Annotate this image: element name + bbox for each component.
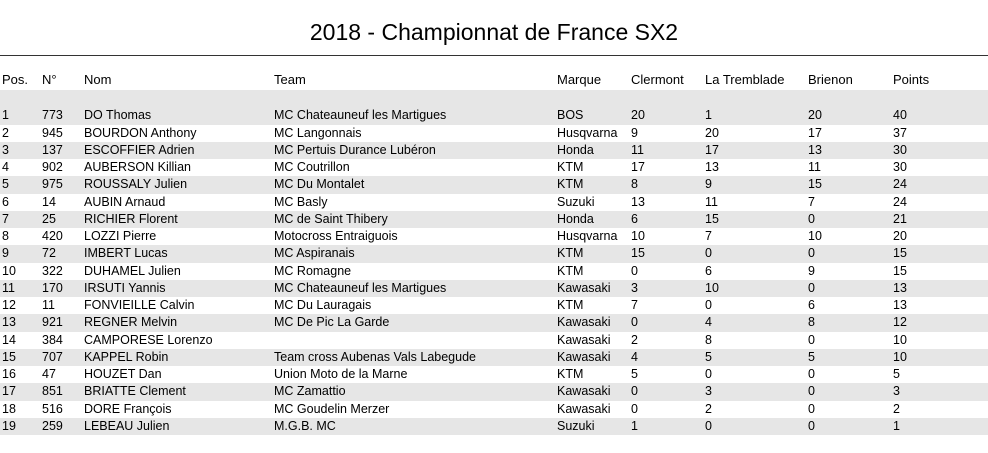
cell-name: ROUSSALY Julien — [84, 177, 188, 192]
cell-name: LOZZI Pierre — [84, 229, 157, 243]
cell-brand: Suzuki — [557, 418, 595, 433]
cell-clermont: 13 — [631, 194, 645, 209]
cell-brienon: 6 — [808, 298, 815, 312]
cell-number: 322 — [42, 263, 63, 278]
cell-clermont: 2 — [631, 332, 638, 347]
cell-name: HOUZET Dan — [84, 367, 162, 381]
cell-points: 15 — [893, 263, 907, 278]
cell-brienon: 9 — [808, 263, 815, 278]
cell-points: 24 — [893, 194, 907, 209]
cell-brienon: 0 — [808, 280, 815, 295]
cell-points: 20 — [893, 229, 907, 243]
cell-team: MC Basly — [274, 194, 328, 209]
page-title: 2018 - Championnat de France SX2 — [309, 19, 679, 45]
table-row — [0, 401, 988, 418]
cell-brand: Husqvarna — [557, 229, 618, 243]
cell-name: FONVIEILLE Calvin — [84, 298, 195, 312]
table-row — [0, 228, 988, 245]
cell-clermont: 0 — [631, 401, 638, 416]
cell-number: 773 — [42, 108, 63, 123]
table-row — [0, 349, 988, 366]
cell-number: 47 — [42, 367, 56, 381]
cell-points: 37 — [893, 125, 907, 140]
cell-team: MC Chateauneuf les Martigues — [274, 280, 447, 295]
cell-brand: Honda — [557, 142, 594, 157]
cell-brienon: 0 — [808, 418, 815, 433]
cell-brand: KTM — [557, 367, 584, 381]
cell-name: LEBEAU Julien — [84, 418, 170, 433]
cell-team: MC Romagne — [274, 263, 352, 278]
cell-pos: 6 — [2, 194, 9, 209]
cell-name: DO Thomas — [84, 108, 152, 123]
cell-brienon: 13 — [808, 142, 822, 157]
header-la-tremblade: La Tremblade — [705, 72, 785, 87]
cell-brienon: 8 — [808, 315, 815, 330]
cell-la-tremblade: 0 — [705, 418, 712, 433]
cell-name: DORE François — [84, 401, 172, 416]
cell-brand: Kawasaki — [557, 280, 611, 295]
cell-number: 420 — [42, 229, 63, 243]
header-pos: Pos. — [2, 72, 29, 87]
cell-team: MC Chateauneuf les Martigues — [274, 108, 447, 123]
cell-pos: 5 — [2, 177, 9, 192]
cell-team: MC Aspiranais — [274, 246, 355, 261]
cell-la-tremblade: 9 — [705, 177, 712, 192]
cell-la-tremblade: 10 — [705, 280, 719, 295]
cell-number: 14 — [42, 194, 56, 209]
cell-la-tremblade: 7 — [705, 229, 712, 243]
cell-brienon: 0 — [808, 332, 815, 347]
cell-brand: Honda — [557, 211, 594, 226]
cell-brienon: 17 — [808, 125, 822, 140]
cell-number: 851 — [42, 384, 63, 399]
cell-name: CAMPORESE Lorenzo — [84, 332, 213, 347]
cell-brienon: 10 — [808, 229, 822, 243]
cell-brienon: 11 — [808, 160, 821, 174]
cell-team: Motocross Entraiguois — [274, 229, 398, 243]
cell-pos: 11 — [2, 280, 15, 295]
cell-la-tremblade: 0 — [705, 246, 712, 261]
table-row — [0, 176, 988, 193]
cell-la-tremblade: 2 — [705, 401, 712, 416]
cell-number: 11 — [42, 298, 55, 312]
cell-team: MC Goudelin Merzer — [274, 401, 390, 416]
table-row — [0, 159, 988, 176]
cell-clermont: 9 — [631, 125, 638, 140]
cell-la-tremblade: 11 — [705, 194, 718, 209]
header-brand: Marque — [557, 72, 602, 87]
cell-name: AUBERSON Killian — [84, 160, 191, 174]
cell-clermont: 5 — [631, 367, 638, 381]
cell-name: DUHAMEL Julien — [84, 263, 181, 278]
table-row — [0, 194, 988, 211]
cell-la-tremblade: 4 — [705, 315, 712, 330]
table-row — [0, 383, 988, 400]
table-row — [0, 125, 988, 142]
table-row — [0, 245, 988, 262]
cell-number: 170 — [42, 280, 63, 295]
cell-la-tremblade: 15 — [705, 211, 719, 226]
cell-name: REGNER Melvin — [84, 315, 178, 330]
cell-pos: 15 — [2, 349, 16, 364]
cell-points: 5 — [893, 367, 900, 381]
cell-la-tremblade: 5 — [705, 349, 712, 364]
cell-brand: KTM — [557, 177, 584, 192]
cell-team: MC De Pic La Garde — [274, 315, 390, 330]
cell-team: MC Coutrillon — [274, 160, 350, 174]
cell-brienon: 0 — [808, 367, 815, 381]
cell-number: 945 — [42, 125, 63, 140]
cell-pos: 12 — [2, 298, 16, 312]
header-name: Nom — [84, 72, 112, 87]
cell-brienon: 0 — [808, 401, 815, 416]
header-team: Team — [274, 72, 306, 87]
cell-la-tremblade: 1 — [705, 108, 712, 123]
table-row — [0, 142, 988, 159]
cell-team: MC Du Montalet — [274, 177, 365, 192]
cell-la-tremblade: 20 — [705, 125, 719, 140]
cell-brienon: 0 — [808, 384, 815, 399]
cell-brand: Kawasaki — [557, 401, 611, 416]
cell-pos: 18 — [2, 401, 16, 416]
cell-brienon: 0 — [808, 246, 815, 261]
cell-brand: Kawasaki — [557, 384, 611, 399]
cell-pos: 8 — [2, 229, 9, 243]
table-row — [0, 332, 988, 349]
cell-points: 40 — [893, 108, 907, 123]
cell-name: ESCOFFIER Adrien — [84, 142, 195, 157]
cell-brand: Suzuki — [557, 194, 595, 209]
cell-pos: 4 — [2, 160, 9, 174]
cell-pos: 2 — [2, 125, 9, 140]
table-row — [0, 263, 988, 280]
cell-points: 2 — [893, 401, 900, 416]
cell-pos: 9 — [2, 246, 9, 261]
cell-number: 72 — [42, 246, 56, 261]
cell-brienon: 20 — [808, 108, 822, 123]
table-row — [0, 211, 988, 228]
cell-team: MC Langonnais — [274, 125, 362, 140]
cell-clermont: 1 — [631, 418, 638, 433]
cell-pos: 16 — [2, 367, 16, 381]
cell-pos: 19 — [2, 418, 16, 433]
cell-name: BOURDON Anthony — [84, 125, 197, 140]
cell-clermont: 0 — [631, 315, 638, 330]
cell-points: 3 — [893, 384, 900, 399]
table-row — [0, 107, 988, 124]
cell-points: 21 — [893, 211, 907, 226]
cell-clermont: 20 — [631, 108, 645, 123]
cell-pos: 7 — [2, 211, 9, 226]
cell-pos: 10 — [2, 263, 16, 278]
cell-pos: 1 — [2, 108, 9, 123]
cell-name: AUBIN Arnaud — [84, 194, 166, 209]
table-row — [0, 366, 988, 383]
cell-la-tremblade: 8 — [705, 332, 712, 347]
table-row — [0, 280, 988, 297]
cell-team: MC Du Lauragais — [274, 298, 372, 312]
cell-team: MC Zamattio — [274, 384, 346, 399]
cell-clermont: 17 — [631, 160, 645, 174]
title-divider — [0, 55, 988, 56]
cell-clermont: 8 — [631, 177, 638, 192]
cell-team: MC Pertuis Durance Lubéron — [274, 142, 436, 157]
cell-points: 10 — [893, 349, 907, 364]
cell-brand: KTM — [557, 160, 584, 174]
cell-clermont: 3 — [631, 280, 638, 295]
cell-name: KAPPEL Robin — [84, 349, 169, 364]
cell-points: 30 — [893, 142, 907, 157]
table-row — [0, 418, 988, 435]
cell-clermont: 0 — [631, 384, 638, 399]
cell-points: 30 — [893, 160, 907, 174]
header-points: Points — [893, 72, 930, 87]
cell-points: 10 — [893, 332, 907, 347]
cell-brand: BOS — [557, 108, 584, 123]
cell-number: 707 — [42, 349, 63, 364]
cell-brand: Kawasaki — [557, 315, 611, 330]
cell-number: 921 — [42, 315, 63, 330]
cell-brand: KTM — [557, 263, 584, 278]
cell-clermont: 4 — [631, 349, 638, 364]
cell-brienon: 0 — [808, 211, 815, 226]
cell-pos: 3 — [2, 142, 9, 157]
cell-number: 975 — [42, 177, 63, 192]
cell-brand: KTM — [557, 298, 584, 312]
cell-pos: 13 — [2, 315, 16, 330]
cell-clermont: 0 — [631, 263, 638, 278]
cell-brand: Kawasaki — [557, 349, 611, 364]
cell-pos: 17 — [2, 384, 16, 399]
cell-brand: Husqvarna — [557, 125, 618, 140]
cell-clermont: 15 — [631, 246, 645, 261]
table-header — [0, 72, 988, 88]
cell-number: 137 — [42, 142, 63, 157]
cell-number: 516 — [42, 401, 63, 416]
cell-points: 1 — [893, 418, 900, 433]
cell-points: 12 — [893, 315, 907, 330]
cell-team: Union Moto de la Marne — [274, 367, 408, 381]
cell-clermont: 7 — [631, 298, 638, 312]
cell-team: MC de Saint Thibery — [274, 211, 388, 226]
cell-team: M.G.B. MC — [274, 418, 336, 433]
cell-la-tremblade: 6 — [705, 263, 712, 278]
header-number: N° — [42, 72, 57, 87]
cell-la-tremblade: 0 — [705, 298, 712, 312]
cell-name: BRIATTE Clement — [84, 384, 186, 399]
cell-la-tremblade: 3 — [705, 384, 712, 399]
cell-brand: Kawasaki — [557, 332, 611, 347]
cell-brienon: 7 — [808, 194, 815, 209]
cell-points: 13 — [893, 280, 907, 295]
cell-team: Team cross Aubenas Vals Labegude — [274, 349, 476, 364]
cell-points: 24 — [893, 177, 907, 192]
header-clermont: Clermont — [631, 72, 684, 87]
cell-clermont: 6 — [631, 211, 638, 226]
standings-table — [0, 90, 988, 435]
cell-number: 25 — [42, 211, 56, 226]
cell-points: 15 — [893, 246, 907, 261]
spacer-row — [0, 90, 988, 107]
cell-la-tremblade: 13 — [705, 160, 719, 174]
cell-clermont: 10 — [631, 229, 645, 243]
cell-number: 902 — [42, 160, 63, 174]
header-brienon: Brienon — [808, 72, 853, 87]
cell-points: 13 — [893, 298, 907, 312]
cell-clermont: 11 — [631, 142, 644, 157]
cell-la-tremblade: 0 — [705, 367, 712, 381]
cell-brienon: 15 — [808, 177, 822, 192]
cell-brand: KTM — [557, 246, 584, 261]
cell-name: RICHIER Florent — [84, 211, 178, 226]
cell-name: IRSUTI Yannis — [84, 280, 166, 295]
table-row — [0, 297, 988, 314]
table-row — [0, 314, 988, 331]
cell-number: 384 — [42, 332, 63, 347]
cell-brienon: 5 — [808, 349, 815, 364]
cell-pos: 14 — [2, 332, 16, 347]
cell-la-tremblade: 17 — [705, 142, 719, 157]
cell-number: 259 — [42, 418, 63, 433]
cell-name: IMBERT Lucas — [84, 246, 168, 261]
